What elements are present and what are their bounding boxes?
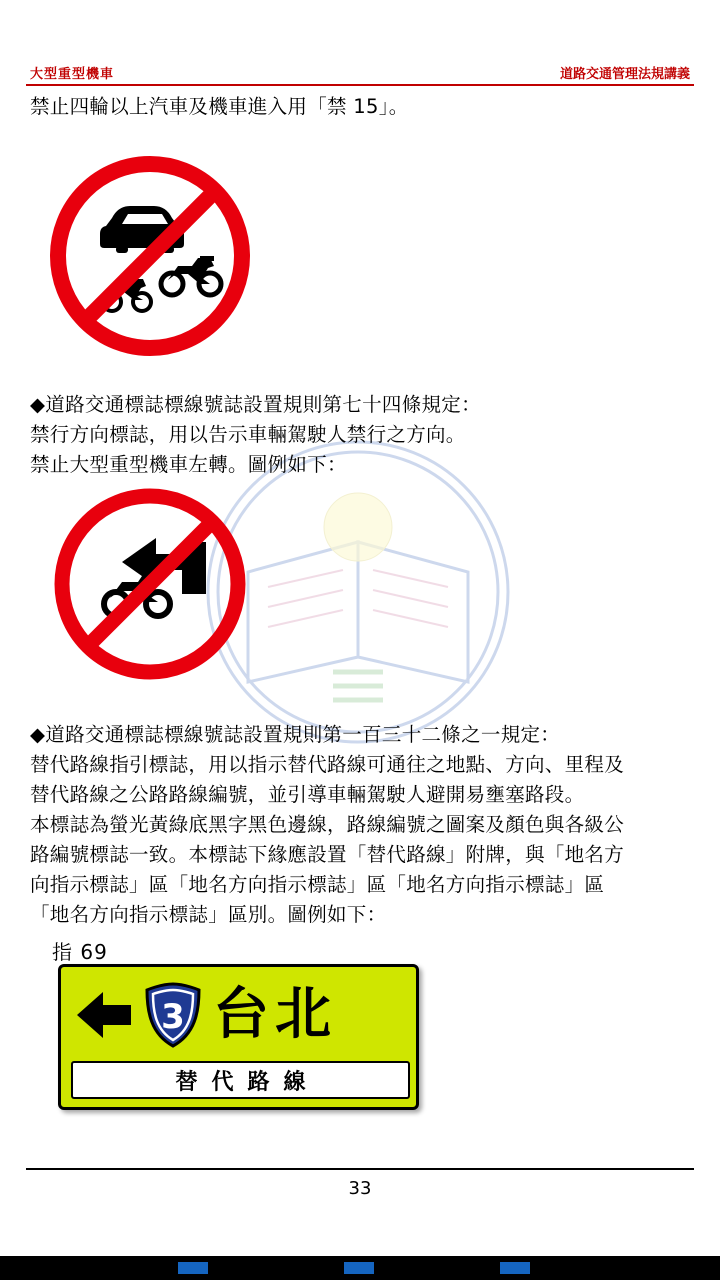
alt-route-code-label: 指 69 xyxy=(52,940,108,964)
paragraph-line-04: 禁止大型重型機車左轉。圖例如下： xyxy=(30,453,347,476)
destination-text: 台北 xyxy=(213,982,337,1047)
figure-no-left-turn-motorcycle xyxy=(30,480,692,720)
home-button-icon[interactable] xyxy=(344,1262,374,1274)
route-shield-icon xyxy=(141,982,205,1048)
footer-divider xyxy=(26,1168,694,1170)
route-number-text: 3 xyxy=(161,997,185,1037)
paragraph-line-05: ◆道路交通標誌標線號誌設置規則第一百三十二條之一規定： xyxy=(30,723,561,746)
header-right-title: 道路交通管理法規講義 xyxy=(559,67,690,82)
back-button-icon[interactable] xyxy=(178,1262,208,1274)
paragraph-line-03: 禁行方向標誌，用以告示車輛駕駛人禁行之方向。 xyxy=(30,423,466,446)
figure-alt-route-sign xyxy=(30,936,430,1136)
arrow-left-icon xyxy=(73,988,135,1042)
alt-route-plate-text: 替代路線 xyxy=(71,1061,410,1099)
header-divider xyxy=(26,84,694,86)
paragraph-line-10: 向指示標誌」區「地名方向指示標誌」區「地名方向指示標誌」區 xyxy=(30,873,605,896)
header-left-title: 大型重型機車 xyxy=(30,67,115,82)
system-navigation-bar xyxy=(0,1256,720,1280)
paragraph-line-11: 「地名方向指示標誌」區別。圖例如下： xyxy=(30,903,387,926)
paragraph-line-08: 本標誌為螢光黃綠底黑字黑色邊線，路線編號之圖案及顏色與各級公 xyxy=(30,813,625,836)
paragraph-line-02: ◆道路交通標誌標線號誌設置規則第七十四條規定： xyxy=(30,393,481,416)
document-body xyxy=(30,92,692,1136)
no-left-turn-motorcycle-sign-icon xyxy=(50,484,250,684)
figure-no-cars-motorcycles xyxy=(30,122,692,390)
no-cars-motorcycles-sign-icon xyxy=(50,156,250,356)
paragraph-line-01: 禁止四輪以上汽車及機車進入用「禁 15」。 xyxy=(30,95,409,118)
paragraph-line-07: 替代路線之公路路線編號，並引導車輛駕駛人避開易壅塞路段。 xyxy=(30,783,585,806)
alt-route-sign-main xyxy=(61,967,416,1063)
page-header xyxy=(30,58,690,82)
paragraph-line-06: 替代路線指引標誌，用以指示替代路線可通往之地點、方向、里程及 xyxy=(30,753,625,776)
recents-button-icon[interactable] xyxy=(500,1262,530,1274)
paragraph-line-09: 路編號標誌一致。本標誌下緣應設置「替代路線」附牌，與「地名方 xyxy=(30,843,625,866)
page-number: 33 xyxy=(348,1178,372,1199)
alt-route-sign-board xyxy=(58,964,419,1110)
